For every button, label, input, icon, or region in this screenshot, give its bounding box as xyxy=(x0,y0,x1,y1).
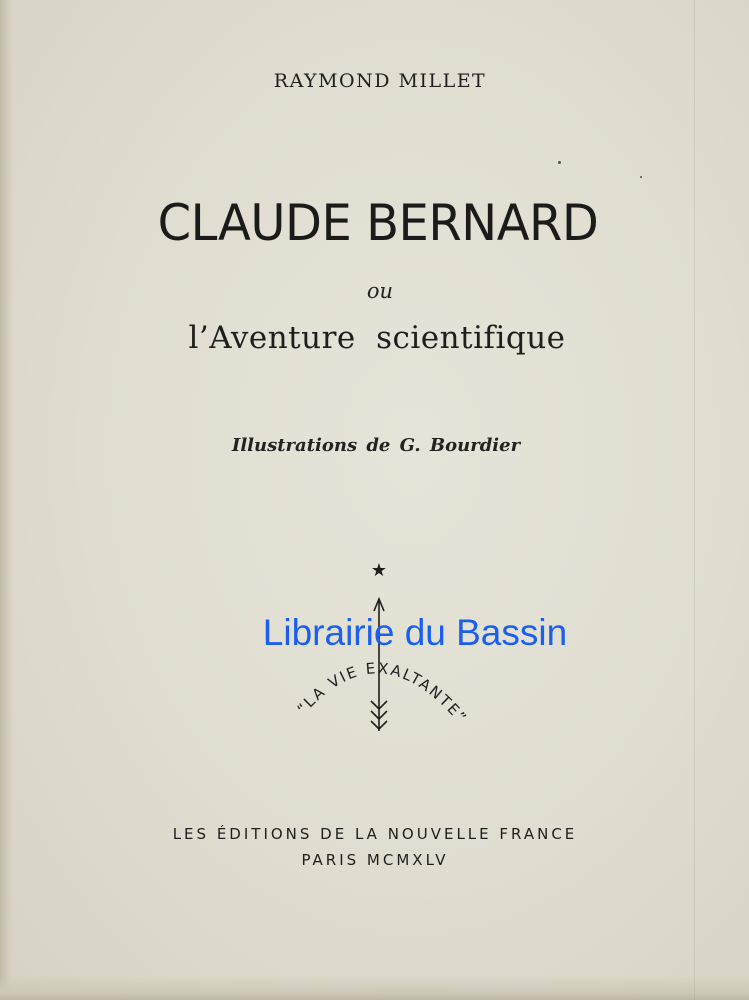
publisher-name: LES ÉDITIONS DE LA NOUVELLE FRANCE xyxy=(172,825,578,843)
illustrator-credit: Illustrations de G. Bourdier xyxy=(231,435,521,456)
page-crease xyxy=(694,0,695,1000)
author-name: RAYMOND MILLET xyxy=(273,70,487,92)
star-icon: ★ xyxy=(370,560,388,581)
page-left-shadow xyxy=(0,0,14,1000)
publication-place-date: PARIS MCMXLV xyxy=(301,851,449,869)
paper-speck xyxy=(558,161,561,164)
book-subtitle: l’Aventure scientifique xyxy=(188,320,566,356)
paper-speck xyxy=(640,176,642,178)
series-motto: “LA VIE EXALTANTE” xyxy=(293,659,472,728)
title-conjunction: ou xyxy=(366,279,394,303)
book-title: CLAUDE BERNARD xyxy=(157,194,599,252)
page-bottom-shadow xyxy=(0,975,749,1000)
bookseller-watermark: Librairie du Bassin xyxy=(262,612,568,653)
